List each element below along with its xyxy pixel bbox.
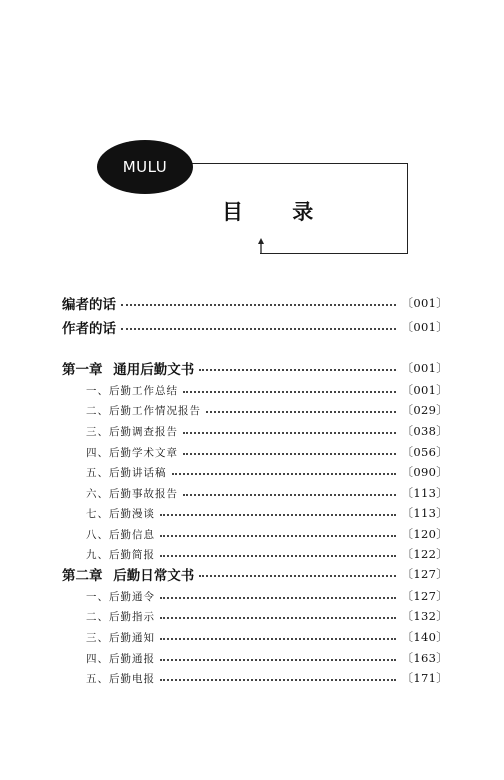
toc-label: 一、后勤工作总结	[86, 384, 178, 397]
toc-row[interactable]	[86, 421, 448, 441]
dot-leader	[172, 473, 396, 475]
mulu-badge-text: MULU	[122, 158, 168, 176]
toc-row[interactable]	[86, 648, 448, 668]
toc-row[interactable]	[86, 627, 448, 647]
toc-row[interactable]	[86, 503, 448, 523]
header	[0, 0, 504, 270]
dot-leader	[183, 494, 396, 496]
dot-leader	[160, 679, 396, 681]
toc-label: 五、后勤电报	[86, 672, 155, 685]
dot-leader	[183, 432, 396, 434]
toc-label: 五、后勤讲话稿	[86, 466, 167, 479]
toc-label: 九、后勤简报	[86, 548, 155, 561]
toc-page: 〔132〕	[401, 609, 448, 623]
toc-page: 〔001〕	[401, 361, 448, 375]
toc-row[interactable]	[86, 442, 448, 462]
toc-page: 〔029〕	[401, 403, 448, 417]
mulu-badge	[97, 140, 193, 194]
toc-page: 〔122〕	[401, 547, 448, 561]
toc-label: 七、后勤漫谈	[86, 507, 155, 520]
page-title: 目 录	[222, 200, 335, 224]
toc-row[interactable]	[86, 483, 448, 503]
toc-page: 〔120〕	[401, 527, 448, 541]
dot-leader	[199, 575, 395, 577]
dot-leader	[121, 328, 396, 330]
toc-row-chapter-1[interactable]	[62, 358, 448, 378]
toc-label: 三、后勤通知	[86, 631, 155, 644]
dot-leader	[183, 453, 396, 455]
dot-leader	[206, 411, 396, 413]
dot-leader	[160, 597, 396, 599]
toc-label: 编者的话	[62, 297, 116, 313]
frame-line-top	[190, 163, 408, 164]
arrow-up-icon	[256, 238, 266, 254]
toc-label: 三、后勤调查报告	[86, 425, 178, 438]
toc-label: 四、后勤通报	[86, 652, 155, 665]
toc-page: 〔001〕	[401, 296, 448, 310]
toc-chapter-label: 第一章 通用后勤文书	[62, 362, 195, 378]
frame-line-bottom	[260, 253, 408, 254]
toc-label: 四、后勤学术文章	[86, 446, 178, 459]
toc-row[interactable]	[86, 668, 448, 688]
dot-leader	[121, 304, 396, 306]
dot-leader	[160, 617, 396, 619]
toc-label: 六、后勤事故报告	[86, 487, 178, 500]
toc-row[interactable]	[86, 380, 448, 400]
toc-page: 〔113〕	[401, 506, 448, 520]
toc-row[interactable]	[86, 544, 448, 564]
dot-leader	[199, 369, 395, 371]
toc-row-author-note[interactable]	[62, 317, 448, 337]
toc-row[interactable]	[86, 462, 448, 482]
toc-page: 〔163〕	[401, 651, 448, 665]
dot-leader	[160, 514, 396, 516]
dot-leader	[160, 555, 396, 557]
frame-line-right	[407, 163, 408, 254]
toc-chapter-label: 第二章 后勤日常文书	[62, 568, 195, 584]
toc-page: 〔113〕	[401, 486, 448, 500]
toc-page: 〔140〕	[401, 630, 448, 644]
toc-label: 二、后勤指示	[86, 610, 155, 623]
toc-page: 〔056〕	[401, 445, 448, 459]
toc-row[interactable]	[86, 400, 448, 420]
toc-page: 〔090〕	[401, 465, 448, 479]
toc-label: 二、后勤工作情况报告	[86, 404, 201, 417]
toc-row[interactable]	[86, 606, 448, 626]
toc-page: 〔171〕	[401, 671, 448, 685]
toc-page: 〔001〕	[401, 320, 448, 334]
toc-row-chapter-2[interactable]	[62, 564, 448, 584]
toc-label: 八、后勤信息	[86, 528, 155, 541]
toc-row[interactable]	[86, 524, 448, 544]
toc-row-editor-note[interactable]	[62, 293, 448, 313]
toc-page: 〔038〕	[401, 424, 448, 438]
dot-leader	[183, 391, 396, 393]
dot-leader	[160, 535, 396, 537]
dot-leader	[160, 638, 396, 640]
toc-row[interactable]	[86, 586, 448, 606]
toc-label: 作者的话	[62, 321, 116, 337]
toc-page: 〔001〕	[401, 383, 448, 397]
toc-label: 一、后勤通令	[86, 590, 155, 603]
toc-page: 〔127〕	[401, 567, 448, 581]
dot-leader	[160, 659, 396, 661]
toc-page: 〔127〕	[401, 589, 448, 603]
